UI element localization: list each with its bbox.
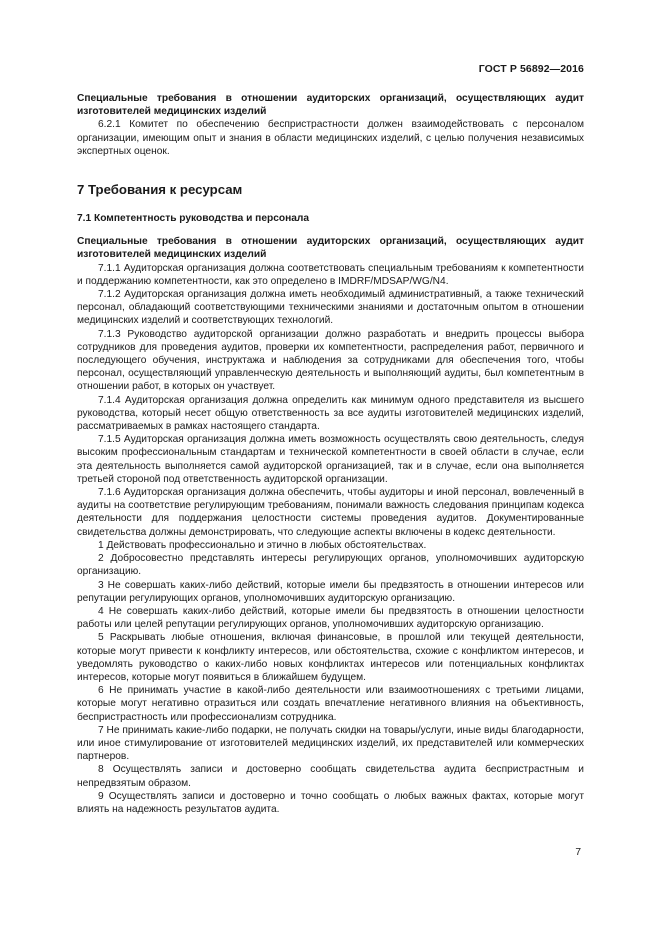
list-item: 2 Добросовестно представлять интересы регулирующих органов, уполномочивших аудиторскую организацию. [77, 553, 584, 578]
list-item: 1 Действовать профессионально и этично в любых обстоятельствах. [98, 539, 427, 551]
paragraph-7-1-6: 7.1.6 Аудиторская организация должна обеспечить, чтобы аудиторы и иной персонал, вовлеченный в аудиты на соответствие регулирующим требованиям, понимали важность следования принципам кодекса деятельности для поддержания целостности системы проведения аудитов. Документированные свидетельства должны демонстрировать, что следующие аспекты включены в кодекс деятельности. [77, 487, 584, 538]
list-item: 7 Не принимать какие-либо подарки, не получать скидки на товары/услуги, иные виды благодарности, или иное стимулирование от изготовителей медицинских изделий, их представителей или коммерческих партнеров. [77, 724, 584, 763]
special-requirements-heading: Специальные требования в отношении аудиторских организаций, осуществляющих аудит изготовителей медицинских изделий [77, 93, 584, 118]
paragraph-7-1-2: 7.1.2 Аудиторская организация должна иметь необходимый административный, а также технический персонал, обладающий соответствующими техническими знаниями и достаточным опытом в отношении медицинских изделий и соответствующих технологий. [77, 289, 584, 327]
special-requirements-heading: Специальные требования в отношении аудиторских организаций, осуществляющих аудит изготовителей медицинских изделий [77, 236, 584, 261]
paragraph-7-1-5: 7.1.5 Аудиторская организация должна иметь возможность осуществлять свою деятельность, следуя высоким профессиональным стандартам и технической компетентности в своей области в случае, если эта деятельность выполняется самой аудиторской организацией, так и в случае, если она выполняется третьей стороной под ответственность аудиторской организации. [77, 434, 584, 485]
paragraph-7-1-3: 7.1.3 Руководство аудиторской организации должно разработать и внедрить процессы выбора сотрудников для проведения аудитов, проверки их компетентности, распределения работ, первичного и последующего обучения, инструктажа и наблюдения за сотрудниками для обеспечения того, чтобы персонал, осуществляющий управленческую деятельность и выполняющий аудиты, был компетентным в отношении работ, в которых он участвует. [77, 328, 584, 393]
list-item: 3 Не совершать каких-либо действий, которые имели бы предвзятость в отношении интересов или репутации регулирующих органов, уполномочивших аудиторскую организацию. [77, 579, 584, 604]
subsection-7-1-heading: 7.1 Компетентность руководства и персонала [77, 213, 310, 225]
page-number: 7 [575, 847, 581, 858]
list-item: 4 Не совершать каких-либо действий, которые имели бы предвзятость в отношении целостности работы или целей репутации регулирующих органов, уполномочивших аудиторскую организацию. [77, 605, 584, 631]
standard-id: ГОСТ Р 56892—2016 [478, 63, 584, 75]
list-item: 5 Раскрывать любые отношения, включая финансовые, в прошлой или текущей деятельности, которые могут привести к конфликту интересов, или обстоятельства, схожие с конфликтом интересов, и уведомлять руководство о каких-либо новых конфликтах интересов или потенциальных конфликтах интересов, которые могут появиться в ближайшем будущем. [77, 632, 584, 683]
list-item: 9 Осуществлять записи и достоверно и точно сообщать о любых важных фактах, которые могут влиять на надежность результатов аудита. [77, 790, 584, 815]
document-body [77, 92, 584, 816]
section-7-heading: 7 Требования к ресурсам [77, 182, 243, 198]
paragraph-6-2-1: 6.2.1 Комитет по обеспечению беспристрастности должен взаимодействовать с персоналом организации, имеющим опыт и знания в области медицинских изделий, с целью получения независимых экспертных оценок. [77, 119, 584, 157]
list-item: 8 Осуществлять записи и достоверно сообщать свидетельства аудита беспристрастным и непредвзятым образом. [77, 764, 584, 789]
list-item: 6 Не принимать участие в какой-либо деятельности или взаимоотношениях с третьими лицами, которые могут негативно отразиться или создать впечатление негативного влияния на объективность, беспристрастность или профессионализм сотрудника. [77, 685, 584, 723]
paragraph-7-1-4: 7.1.4 Аудиторская организация должна определить как минимум одного представителя из высшего руководства, который несет общую ответственность за все аудиты изготовителей медицинских изделий, рассматриваемых в рамках настоящего стандарта. [77, 394, 584, 433]
paragraph-7-1-1: 7.1.1 Аудиторская организация должна соответствовать специальным требованиям к компетентности и поддержанию компетентности, как это определено в IMDRF/MDSAP/WG/N4. [77, 262, 584, 287]
